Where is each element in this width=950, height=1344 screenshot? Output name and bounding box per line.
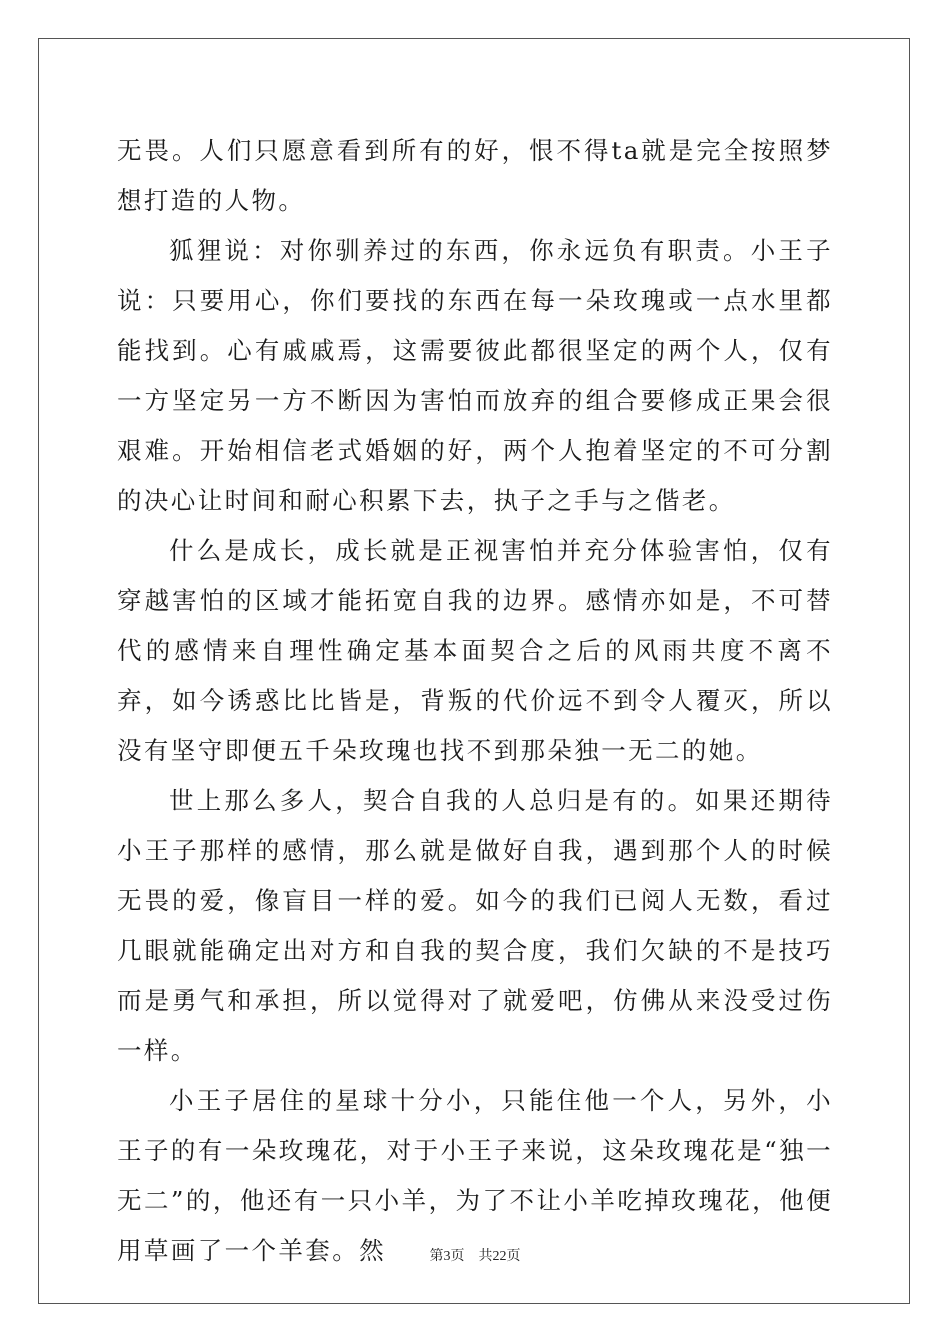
- paragraph-4: 世上那么多人，契合自我的人总归是有的。如果还期待小王子那样的感情，那么就是做好自我，遇到那个人的时候无畏的爱，像盲目一样的爱。如今的我们已阅人无数，看过几眼就能确定出对方和自我的契合度，我们欠缺的不是技巧而是勇气和承担，所以觉得对了就爱吧，仿佛从来没受过伤一样。: [117, 786, 833, 1065]
- paragraph-3: 什么是成长，成长就是正视害怕并充分体验害怕，仅有穿越害怕的区域才能拓宽自我的边界。感情亦如是，不可替代的感情来自理性确定基本面契合之后的风雨共度不离不弃，如今诱惑比比皆是，背叛的代价远不到令人覆灭，所以没有坚守即便五千朵玫瑰也找不到那朵独一无二的她。: [117, 536, 833, 765]
- page-footer: [0, 1247, 950, 1267]
- paragraph-5: 小王子居住的星球十分小，只能住他一个人，另外，小王子的有一朵玫瑰花，对于小王子来说，这朵玫瑰花是“独一无二”的，他还有一只小羊，为了不让小羊吃掉玫瑰花，他便用草画了一个羊套。然: [117, 1086, 833, 1265]
- page-total: 共22页: [478, 1249, 521, 1264]
- paragraph-1: 无畏。人们只愿意看到所有的好，恨不得ta就是完全按照梦想打造的人物。: [117, 136, 833, 215]
- paragraph-2: 狐狸说：对你驯养过的东西，你永远负有职责。小王子说：只要用心，你们要找的东西在每一朵玫瑰或一点水里都能找到。心有戚戚焉，这需要彼此都很坚定的两个人，仅有一方坚定另一方不断因为害怕而放弃的组合要修成正果会很艰难。开始相信老式婚姻的好，两个人抱着坚定的不可分割的决心让时间和耐心积累下去，执子之手与之偕老。: [117, 236, 833, 515]
- document-body: [117, 126, 833, 1276]
- page-number: 第3页: [429, 1249, 465, 1264]
